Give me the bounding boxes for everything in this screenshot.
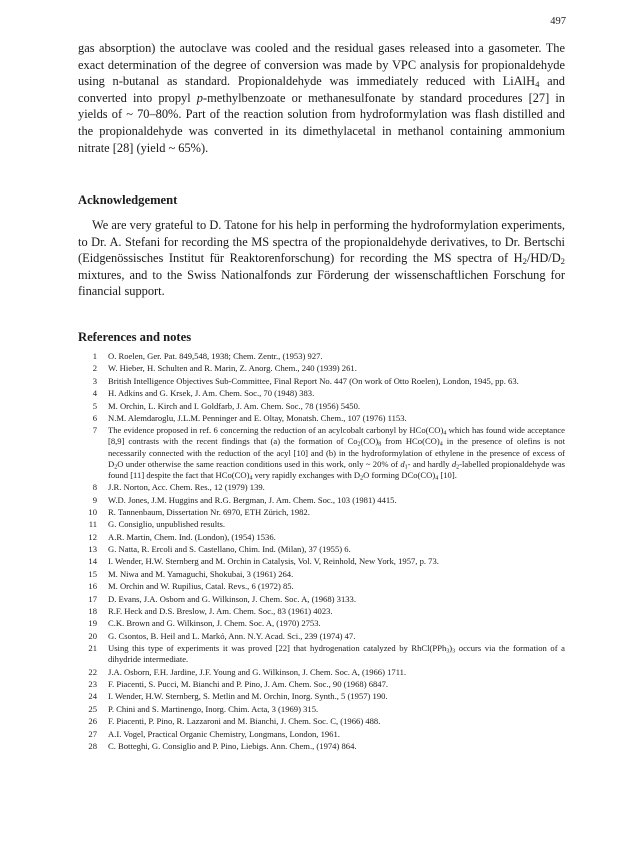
reference-item: 12 A.R. Martin, Chem. Ind. (London), (1954) 1536. <box>88 531 276 542</box>
reference-item: 3 British Intelligence Objectives Sub-Committee, Final Report No. 447 (On work of Otto Roelen), London, 1945, pp. 63. <box>92 375 519 386</box>
reference-item: 1 O. Roelen, Ger. Pat. 849,548, 1938; Chem. Zentr., (1953) 927. <box>92 351 323 361</box>
reference-item: 26 F. Piacenti, P. Pino, R. Lazzaroni and M. Bianchi, J. Chem. Soc. C, (1966) 488. <box>88 716 381 727</box>
reference-item: 10 R. Tannenbaum, Dissertation Nr. 6970, ETH Zürich, 1982. <box>88 506 310 517</box>
reference-item: 8 J.R. Norton, Acc. Chem. Res., 12 (1979) 139. <box>92 482 265 493</box>
acknowledgement-heading: Acknowledgement <box>78 193 178 207</box>
reference-item: 21 Using this type of experiments it was proved [22] that hydrogenation catalyzed by $RhCl(PPh_3)_3$ occurs via the formation of a dihydride intermediate. <box>88 643 565 665</box>
reference-item: 16 M. Orchin and W. Rupilius, Catal. Revs., 6 (1972) 85. <box>88 581 294 592</box>
body-paragraph: gas absorption) the autoclave was cooled and the residual gases released into a gasometer. The exact determination of the degree of conversion was made by VPC analysis for propionaldehyde using n-butanal as standard. Propionaldehyde was immediately reduced with LiAlH$_4$ and converted into propyl p-methylbenzoate or methanesulfonate by standard procedures [27] in yields of ~ 70–80%. Part of the reaction solution from hydroformylation was flash distilled and the propionaldehyde was converted in its dimethylacetal in methanol containing ammonium nitrate [28] (yield ~ 65%). <box>78 41 565 155</box>
reference-item: 4 H. Adkins and G. Krsek, J. Am. Chem. Soc., 70 (1948) 383. <box>92 388 315 399</box>
acknowledgement-paragraph: We are very grateful to D. Tatone for his help in performing the hydroformylation experiments, to Dr. A. Stefani for recording the MS spectra of the propionaldehyde derivatives, to Dr. Bertschi (Eidgenössisches Institut für Reaktorenforschung) for recording the MS spectra of $H_2/HD/D_2$ mixtures, and to the Swiss Nationalfonds zur Förderung der wissenschaftlichen Forschung for financial support. <box>78 218 565 299</box>
reference-item: 23 F. Piacenti, S. Pucci, M. Bianchi and P. Pino, J. Am. Chem. Soc., 90 (1968) 6847. <box>88 679 389 690</box>
reference-item: 9 W.D. Jones, J.M. Huggins and R.G. Bergman, J. Am. Chem. Soc., 103 (1981) 4415. <box>92 494 397 505</box>
reference-item: 11 G. Consiglio, unpublished results. <box>88 519 225 530</box>
reference-item: 22 J.A. Osborn, F.H. Jardine, J.F. Young and G. Wilkinson, J. Chem. Soc. A, (1966) 1711. <box>88 666 407 677</box>
reference-item: 13 G. Natta, R. Ercoli and S. Castellano, Chim. Ind. (Milan), 37 (1955) 6. <box>88 544 351 555</box>
reference-item: 5 M. Orchin, L. Kirch and I. Goldfarb, J. Am. Chem. Soc., 78 (1956) 5450. <box>92 400 361 411</box>
page-number: 497 <box>550 16 566 27</box>
reference-item: 6 N.M. Alemdaroglu, J.L.M. Penninger and E. Oltay, Monatsh. Chem., 107 (1976) 1153. <box>92 412 407 423</box>
reference-list <box>78 351 565 753</box>
reference-item: 20 G. Csontos, B. Heil and L. Markó, Ann. N.Y. Acad. Sci., 239 (1974) 47. <box>88 630 356 641</box>
reference-item: 18 R.F. Heck and D.S. Breslow, J. Am. Chem. Soc., 83 (1961) 4023. <box>88 606 333 617</box>
reference-item: 2 W. Hieber, H. Schulten and R. Marin, Z. Anorg. Chem., 240 (1939) 261. <box>92 363 357 374</box>
reference-item: 27 A.I. Vogel, Practical Organic Chemistry, Longmans, London, 1961. <box>88 728 340 739</box>
reference-item: 7 The evidence proposed in ref. 6 concerning the reduction of an acylcobalt carbonyl by $HCo(CO)_4$ which has found wide acceptance [8,9] contrasts with the recent findings that (a) the formation of $Co_2(CO)_8$ from $HCo(CO)_4$ in the presence of olefins is not necessarily connected with the reduction of the acyl [10] and (b) in the hydroformylation of ethylene in the presence of excess of $D_2O$ under otherwise the same reaction conditions used in this work, only ~ 20% of $d_1-$ and hardly $d_2$-labelled propionaldehyde was found [11] despite the fact that $HCo(CO)_4$ very rapidly exchanges with $D_2O$ forming $DCo(CO)_4$ [10]. <box>92 425 565 482</box>
reference-item: 25 P. Chini and S. Martinengo, Inorg. Chim. Acta, 3 (1969) 315. <box>88 703 319 714</box>
reference-item: 19 C.K. Brown and G. Wilkinson, J. Chem. Soc. A, (1970) 2753. <box>88 618 321 629</box>
reference-item: 14 I. Wender, H.W. Sternberg and M. Orchin in Catalysis, Vol. V, Reinhold, New York, 1957, p. 73. <box>88 556 439 567</box>
reference-item: 17 D. Evans, J.A. Osborn and G. Wilkinson, J. Chem. Soc. A, (1968) 3133. <box>88 593 356 604</box>
reference-item: 28 C. Botteghi, G. Consiglio and P. Pino, Liebigs. Ann. Chem., (1974) 864. <box>88 741 357 752</box>
references-heading: References and notes <box>78 330 192 344</box>
reference-item: 24 I. Wender, H.W. Sternberg, S. Metlin and M. Orchin, Inorg. Synth., 5 (1957) 190. <box>88 691 388 702</box>
reference-item: 15 M. Niwa and M. Yamaguchi, Shokubai, 3 (1961) 264. <box>88 568 294 579</box>
